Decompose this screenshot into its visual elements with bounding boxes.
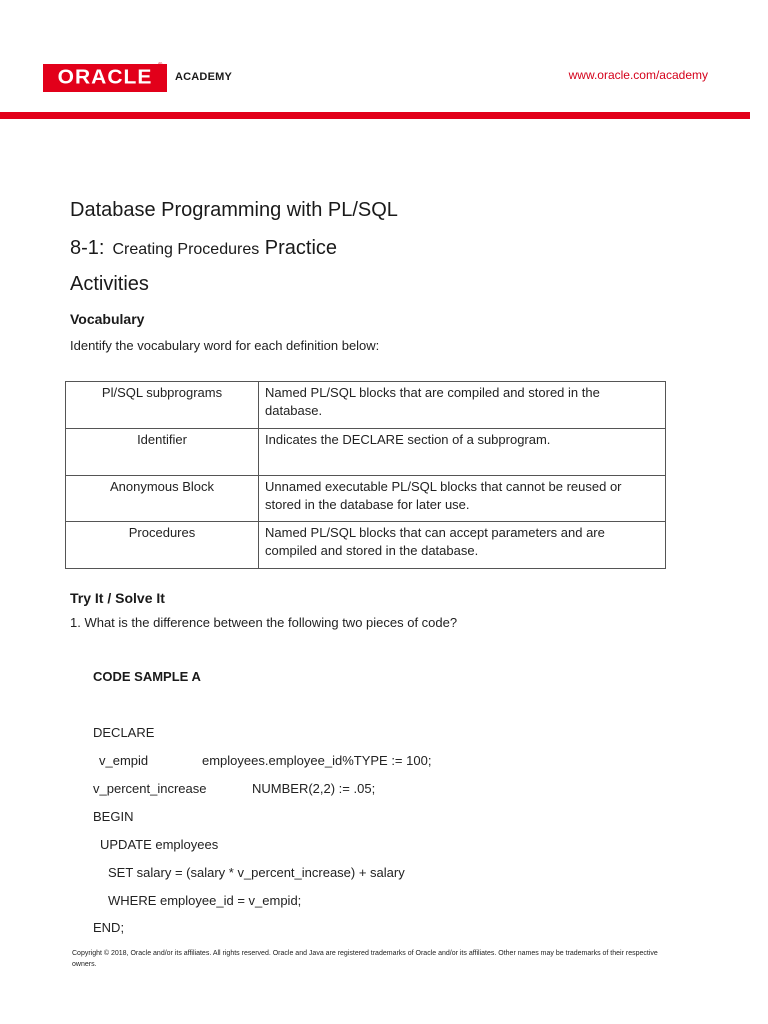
code-declare: DECLARE	[93, 725, 155, 740]
vocab-term: Procedures	[66, 522, 259, 569]
table-row	[66, 429, 666, 476]
code-var-empid-type: employees.employee_id%TYPE := 100;	[202, 753, 432, 768]
registered-mark: ®	[158, 63, 163, 69]
oracle-logo-text: ORACLE	[57, 66, 153, 89]
try-it-heading: Try It / Solve It	[70, 590, 165, 606]
table-row	[66, 382, 666, 429]
vocab-term: Anonymous Block	[66, 476, 259, 522]
table-row	[66, 522, 666, 569]
vocab-definition: Unnamed executable PL/SQL blocks that cannot be reused or stored in the database for later use.	[259, 476, 666, 522]
vocab-term: Pl/SQL subprograms	[66, 382, 259, 429]
academy-url-link[interactable]: www.oracle.com/academy	[568, 68, 708, 82]
vocab-term: Identifier	[66, 429, 259, 476]
code-set: SET salary = (salary * v_percent_increase) + salary	[108, 865, 405, 880]
header-divider	[0, 112, 750, 119]
vocab-definition: Indicates the DECLARE section of a subprogram.	[259, 429, 666, 476]
code-var-empid-name: v_empid	[99, 753, 149, 768]
lesson-suffix: Practice	[264, 237, 338, 259]
lesson-title	[70, 237, 337, 260]
code-end: END;	[93, 920, 125, 935]
lesson-number: 8-1:	[70, 237, 105, 259]
academy-label: ACADEMY	[175, 71, 233, 83]
activities-heading: Activities	[70, 273, 149, 295]
oracle-logo	[43, 64, 167, 92]
code-var-pct-type: NUMBER(2,2) := .05;	[252, 781, 376, 796]
course-title: Database Programming with PL/SQL	[70, 199, 398, 221]
table-row	[66, 476, 666, 522]
copyright-footer: Copyright © 2018, Oracle and/or its affiliates. All rights reserved. Oracle and Java are registered trademarks of Oracle and/or its affiliates. Other names may be trademarks of their respective owners.	[72, 950, 658, 968]
code-var-pct-name: v_percent_increase	[93, 781, 207, 796]
question-1: 1. What is the difference between the following two pieces of code?	[70, 615, 458, 630]
code-update: UPDATE employees	[100, 837, 219, 852]
vocab-definition: Named PL/SQL blocks that can accept parameters and are compiled and stored in the database.	[259, 522, 666, 569]
code-sample-heading: CODE SAMPLE A	[93, 669, 201, 684]
vocab-definition: Named PL/SQL blocks that are compiled and stored in the database.	[259, 382, 666, 429]
vocabulary-table	[65, 381, 666, 569]
vocabulary-instruction: Identify the vocabulary word for each definition below:	[70, 338, 380, 353]
lesson-name: Creating Procedures	[112, 241, 260, 258]
code-begin: BEGIN	[93, 809, 134, 824]
vocabulary-heading: Vocabulary	[70, 311, 145, 327]
code-where: WHERE employee_id = v_empid;	[108, 893, 302, 908]
